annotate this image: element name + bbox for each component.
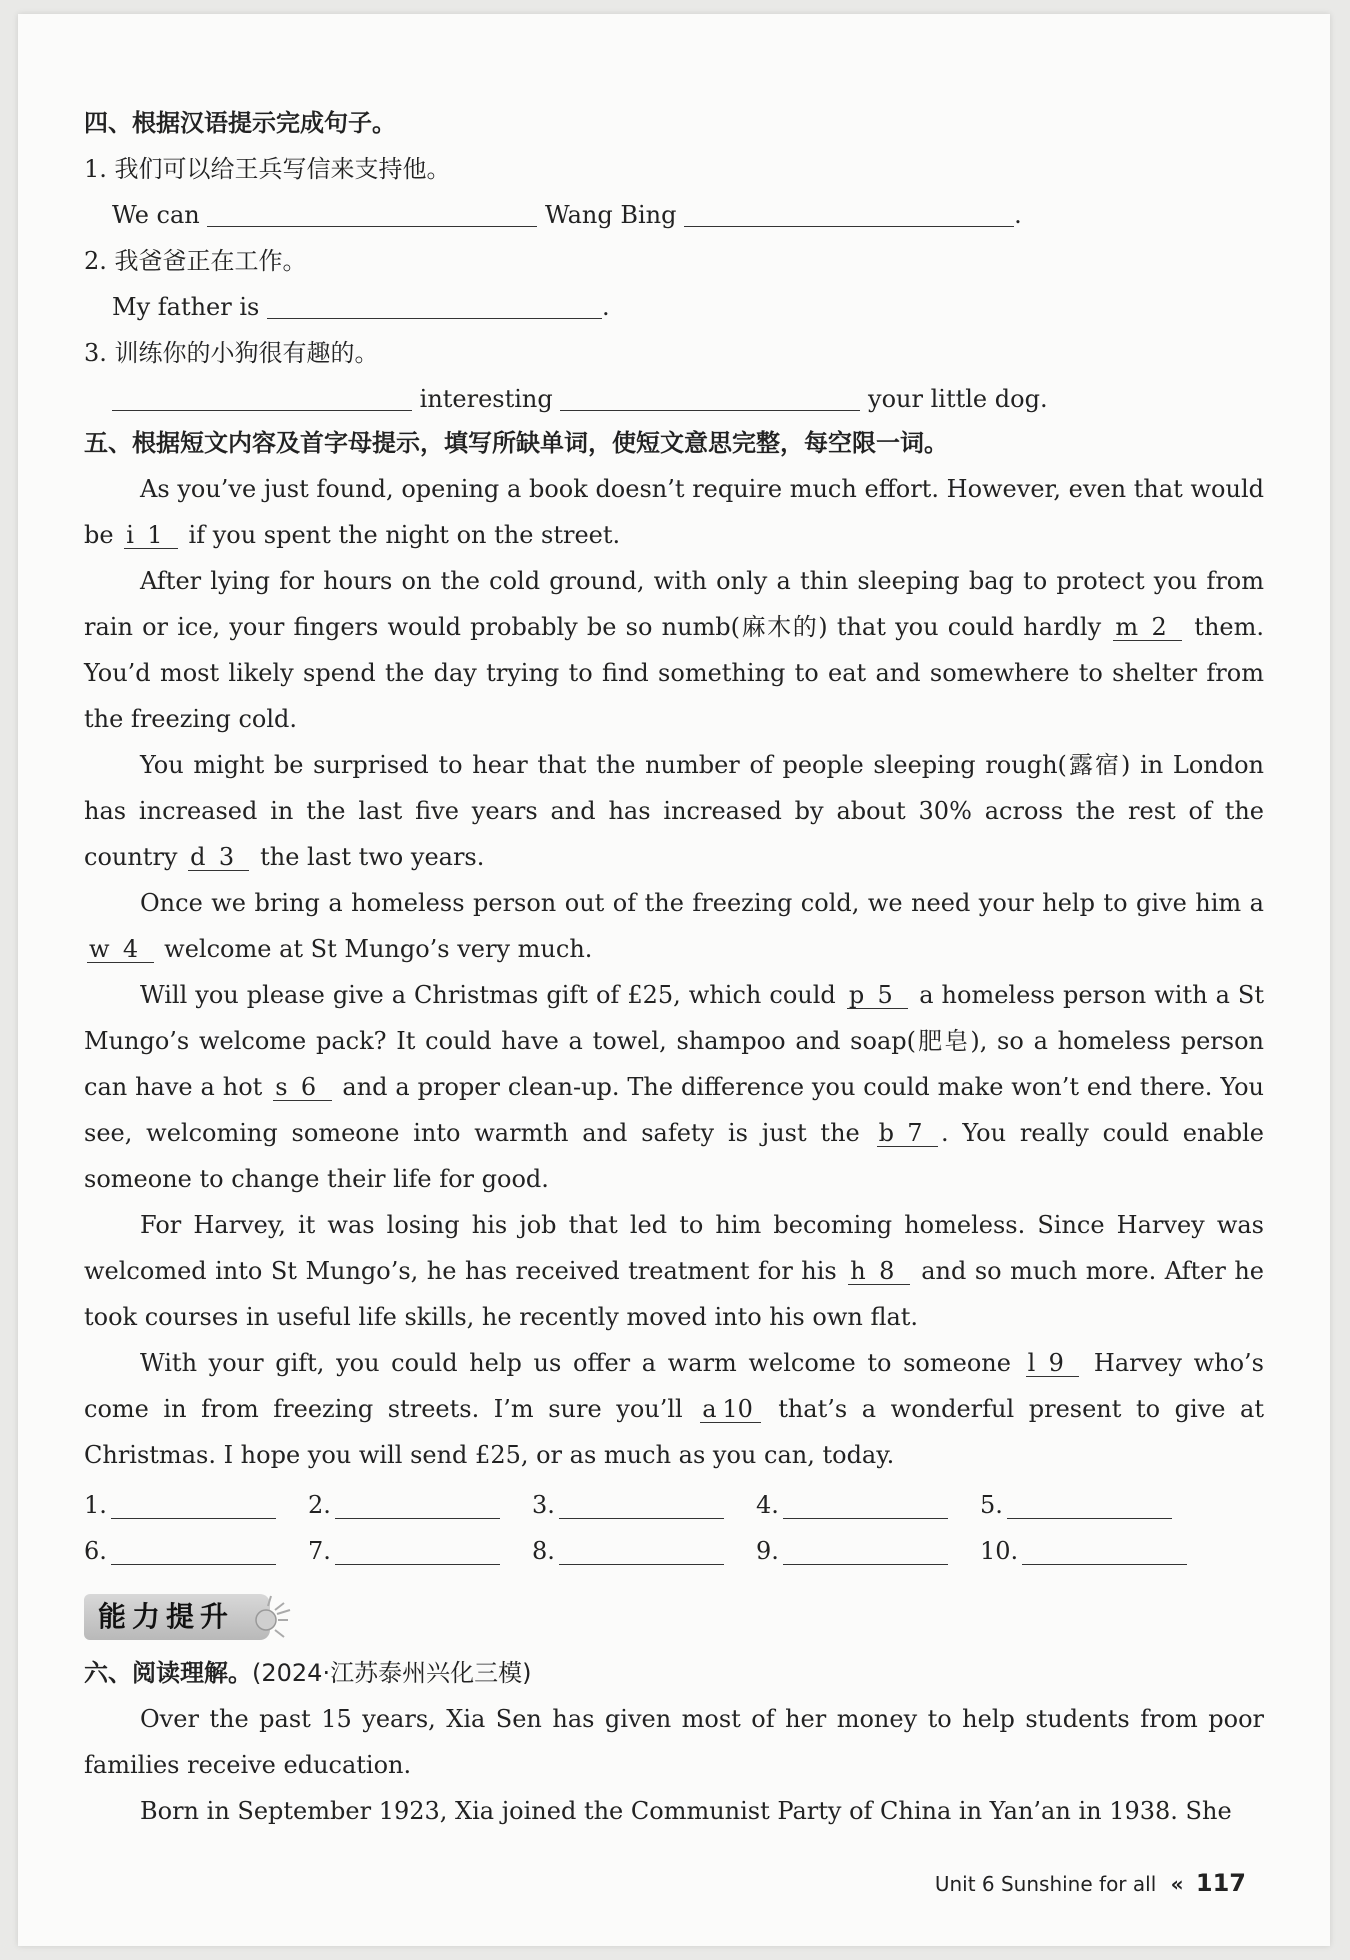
answer-line-5[interactable] [1007,1494,1172,1519]
gap-4-number: 4 [122,935,139,963]
gap-8-letter: h [850,1257,866,1285]
p4-text-b: welcome at St Mungo’s very much. [156,935,593,963]
answer-cell-5[interactable] [980,1482,1204,1528]
answer-line-9[interactable] [783,1540,948,1565]
q2-chinese: 2. 我爸爸正在工作。 [84,247,307,275]
answer-label-5: 5. [980,1491,1003,1519]
passage-paragraph-4 [84,880,1264,972]
gap-6-letter: s [275,1073,288,1101]
gap-10-letter: a [702,1395,717,1423]
passage-paragraph-5 [84,972,1264,1202]
gap-8-number: 8 [879,1257,895,1285]
answer-line-2[interactable] [335,1494,500,1519]
answer-cell-3[interactable] [532,1482,756,1528]
p4-text-a: Once we bring a homeless person out of the freezing cold, we need your help to give him a [140,889,1264,917]
gap-7-number: 7 [907,1119,923,1147]
reading-paragraph-1: Over the past 15 years, Xia Sen has given most of her money to help students from poor families receive education. [84,1705,1264,1779]
banner-title: 能力提升 [84,1594,270,1640]
footer-title: Sunshine for all [1000,1872,1157,1896]
passage-paragraph-3 [84,742,1264,880]
footer-unit: Unit 6 [934,1872,995,1896]
gap-5-number: 5 [877,981,893,1009]
q1-blank-1[interactable] [207,200,537,227]
passage-paragraph-7 [84,1340,1264,1478]
page-content [84,102,1264,1834]
answer-label-4: 4. [756,1491,779,1519]
sun-icon [254,1592,304,1642]
p6-text-b: and so much more. After he took courses in useful life skills, he recently moved into his own flat. [84,1257,1264,1331]
answer-line-6[interactable] [111,1540,276,1565]
answer-cell-9[interactable] [756,1528,980,1574]
answer-row-1 [84,1482,1264,1528]
answer-row-2 [84,1528,1264,1574]
answer-cell-4[interactable] [756,1482,980,1528]
answer-label-3: 3. [532,1491,555,1519]
gap-2[interactable] [1113,614,1182,641]
passage-paragraph-2 [84,558,1264,742]
section5-heading: 五、根据短文内容及首字母提示，填写所缺单词，使短文意思完整，每空限一词。 [84,429,948,457]
gap-8[interactable] [848,1258,909,1285]
workbook-page [18,14,1330,1946]
q2-text-a: My father is [112,293,260,321]
gap-9[interactable] [1026,1350,1080,1377]
gap-1[interactable] [124,522,178,549]
gap-6[interactable] [273,1074,331,1101]
q2-answer-line [84,284,1264,330]
q1-answer-line [84,192,1264,238]
page-number: 117 [1195,1869,1246,1897]
p6-text-a: For Harvey, it was losing his job that led to him becoming homeless. Since Harvey was welcomed into St Mungo’s, he has received treatment for his [84,1211,1264,1285]
gap-4-letter: w [89,935,110,963]
ability-banner [84,1590,1264,1646]
answer-cell-10[interactable] [980,1528,1204,1574]
p5-text-c: and a proper clean-up. The difference you could make won’t end there. You see, welcoming someone into warmth and safety is just the [84,1073,1264,1147]
p7-text-a: With your gift, you could help us offer a warm welcome to someone [140,1349,1023,1377]
p3-text-a: You might be surprised to hear that the number of people sleeping rough(露宿) in London has increased in the last five years and has increased by about 30% across the rest of the country [84,751,1264,871]
answer-cell-6[interactable] [84,1528,308,1574]
p5-text-a: Will you please give a Christmas gift of £25, which could [140,981,844,1009]
p7-text-b: Harvey who’s come in from freezing streets. I’m sure you’ll [84,1349,1264,1423]
gap-4[interactable] [87,936,154,963]
answer-cell-2[interactable] [308,1482,532,1528]
reading-paragraph-2: Born in September 1923, Xia joined the Communist Party of China in Yan’an in 1938. She [140,1797,1232,1825]
gap-2-number: 2 [1151,613,1167,641]
gap-1-number: 1 [147,521,163,549]
q3-text-b: your little dog. [868,385,1048,413]
q2-period: . [602,293,610,321]
passage-paragraph-1 [84,466,1264,558]
p1-text-a: As you’ve just found, opening a book doesn’t require much effort. However, even that would be [84,475,1264,549]
p2-text-a: After lying for hours on the cold ground, with only a thin sleeping bag to protect you from rain or ice, your fingers would probably be so numb(麻木的) that you could hardly [84,567,1264,641]
q2-blank[interactable] [267,292,602,319]
answer-line-4[interactable] [783,1494,948,1519]
answer-label-6: 6. [84,1537,107,1565]
passage-paragraph-6 [84,1202,1264,1340]
q1-blank-2[interactable] [684,200,1014,227]
q3-blank-1[interactable] [112,384,412,411]
gap-9-number: 9 [1048,1349,1064,1377]
gap-1-letter: i [126,521,134,549]
p2-text-b: them. You’d most likely spend the day trying to find something to eat and somewhere to shelter from the freezing cold. [84,613,1264,733]
section4-heading: 四、根据汉语提示完成句子。 [84,109,396,137]
gap-6-number: 6 [300,1073,317,1101]
answer-label-10: 10. [980,1537,1019,1565]
answer-cell-7[interactable] [308,1528,532,1574]
section6-heading [84,1656,1264,1690]
answer-lines [84,1482,1264,1574]
gap-2-letter: m [1115,613,1139,641]
gap-7-letter: b [878,1119,894,1147]
double-chevron-left-icon: « [1170,1872,1184,1896]
gap-3-letter: d [190,843,206,871]
p5-text-b: a homeless person with a St Mungo’s welcome pack? It could have a towel, shampoo and soap(肥皂), so a homeless person can have a hot [84,981,1265,1101]
answer-line-8[interactable] [559,1540,724,1565]
q1-text-b: Wang Bing [545,201,677,229]
gap-5[interactable] [847,982,908,1009]
q3-answer-line [84,376,1264,422]
q1-period: . [1014,201,1022,229]
section6-source: (2024·江苏泰州兴化三模) [252,1659,532,1687]
answer-label-1: 1. [84,1491,107,1519]
q3-blank-2[interactable] [560,384,860,411]
answer-cell-1[interactable] [84,1482,308,1528]
gap-3-number: 3 [218,843,235,871]
answer-label-9: 9. [756,1537,779,1565]
answer-label-7: 7. [308,1537,331,1565]
p1-text-b: if you spent the night on the street. [180,521,621,549]
gap-3[interactable] [188,844,249,871]
gap-10-number: 10 [722,1395,753,1423]
answer-label-8: 8. [532,1537,555,1565]
q3-text-a: interesting [419,385,553,413]
gap-9-letter: l [1027,1349,1036,1377]
q1-text-a: We can [112,201,200,229]
gap-7[interactable] [877,1120,938,1147]
section6-title: 六、阅读理解。 [84,1659,252,1687]
gap-10[interactable] [700,1396,760,1423]
page-footer [935,1869,1246,1897]
answer-label-2: 2. [308,1491,331,1519]
answer-line-1[interactable] [111,1494,276,1519]
answer-line-3[interactable] [559,1494,724,1519]
answer-cell-8[interactable] [532,1528,756,1574]
answer-line-10[interactable] [1022,1540,1187,1565]
p3-text-b: the last two years. [252,843,485,871]
p7-text-c: that’s a wonderful present to give at Christmas. I hope you will send £25, or as much as you can, today. [84,1395,1264,1469]
gap-5-letter: p [848,981,865,1009]
answer-line-7[interactable] [335,1540,500,1565]
q1-chinese: 1. 我们可以给王兵写信来支持他。 [84,155,451,183]
p5-text-d: . You really could enable someone to change their life for good. [84,1119,1264,1193]
q3-chinese: 3. 训练你的小狗很有趣的。 [84,339,379,367]
